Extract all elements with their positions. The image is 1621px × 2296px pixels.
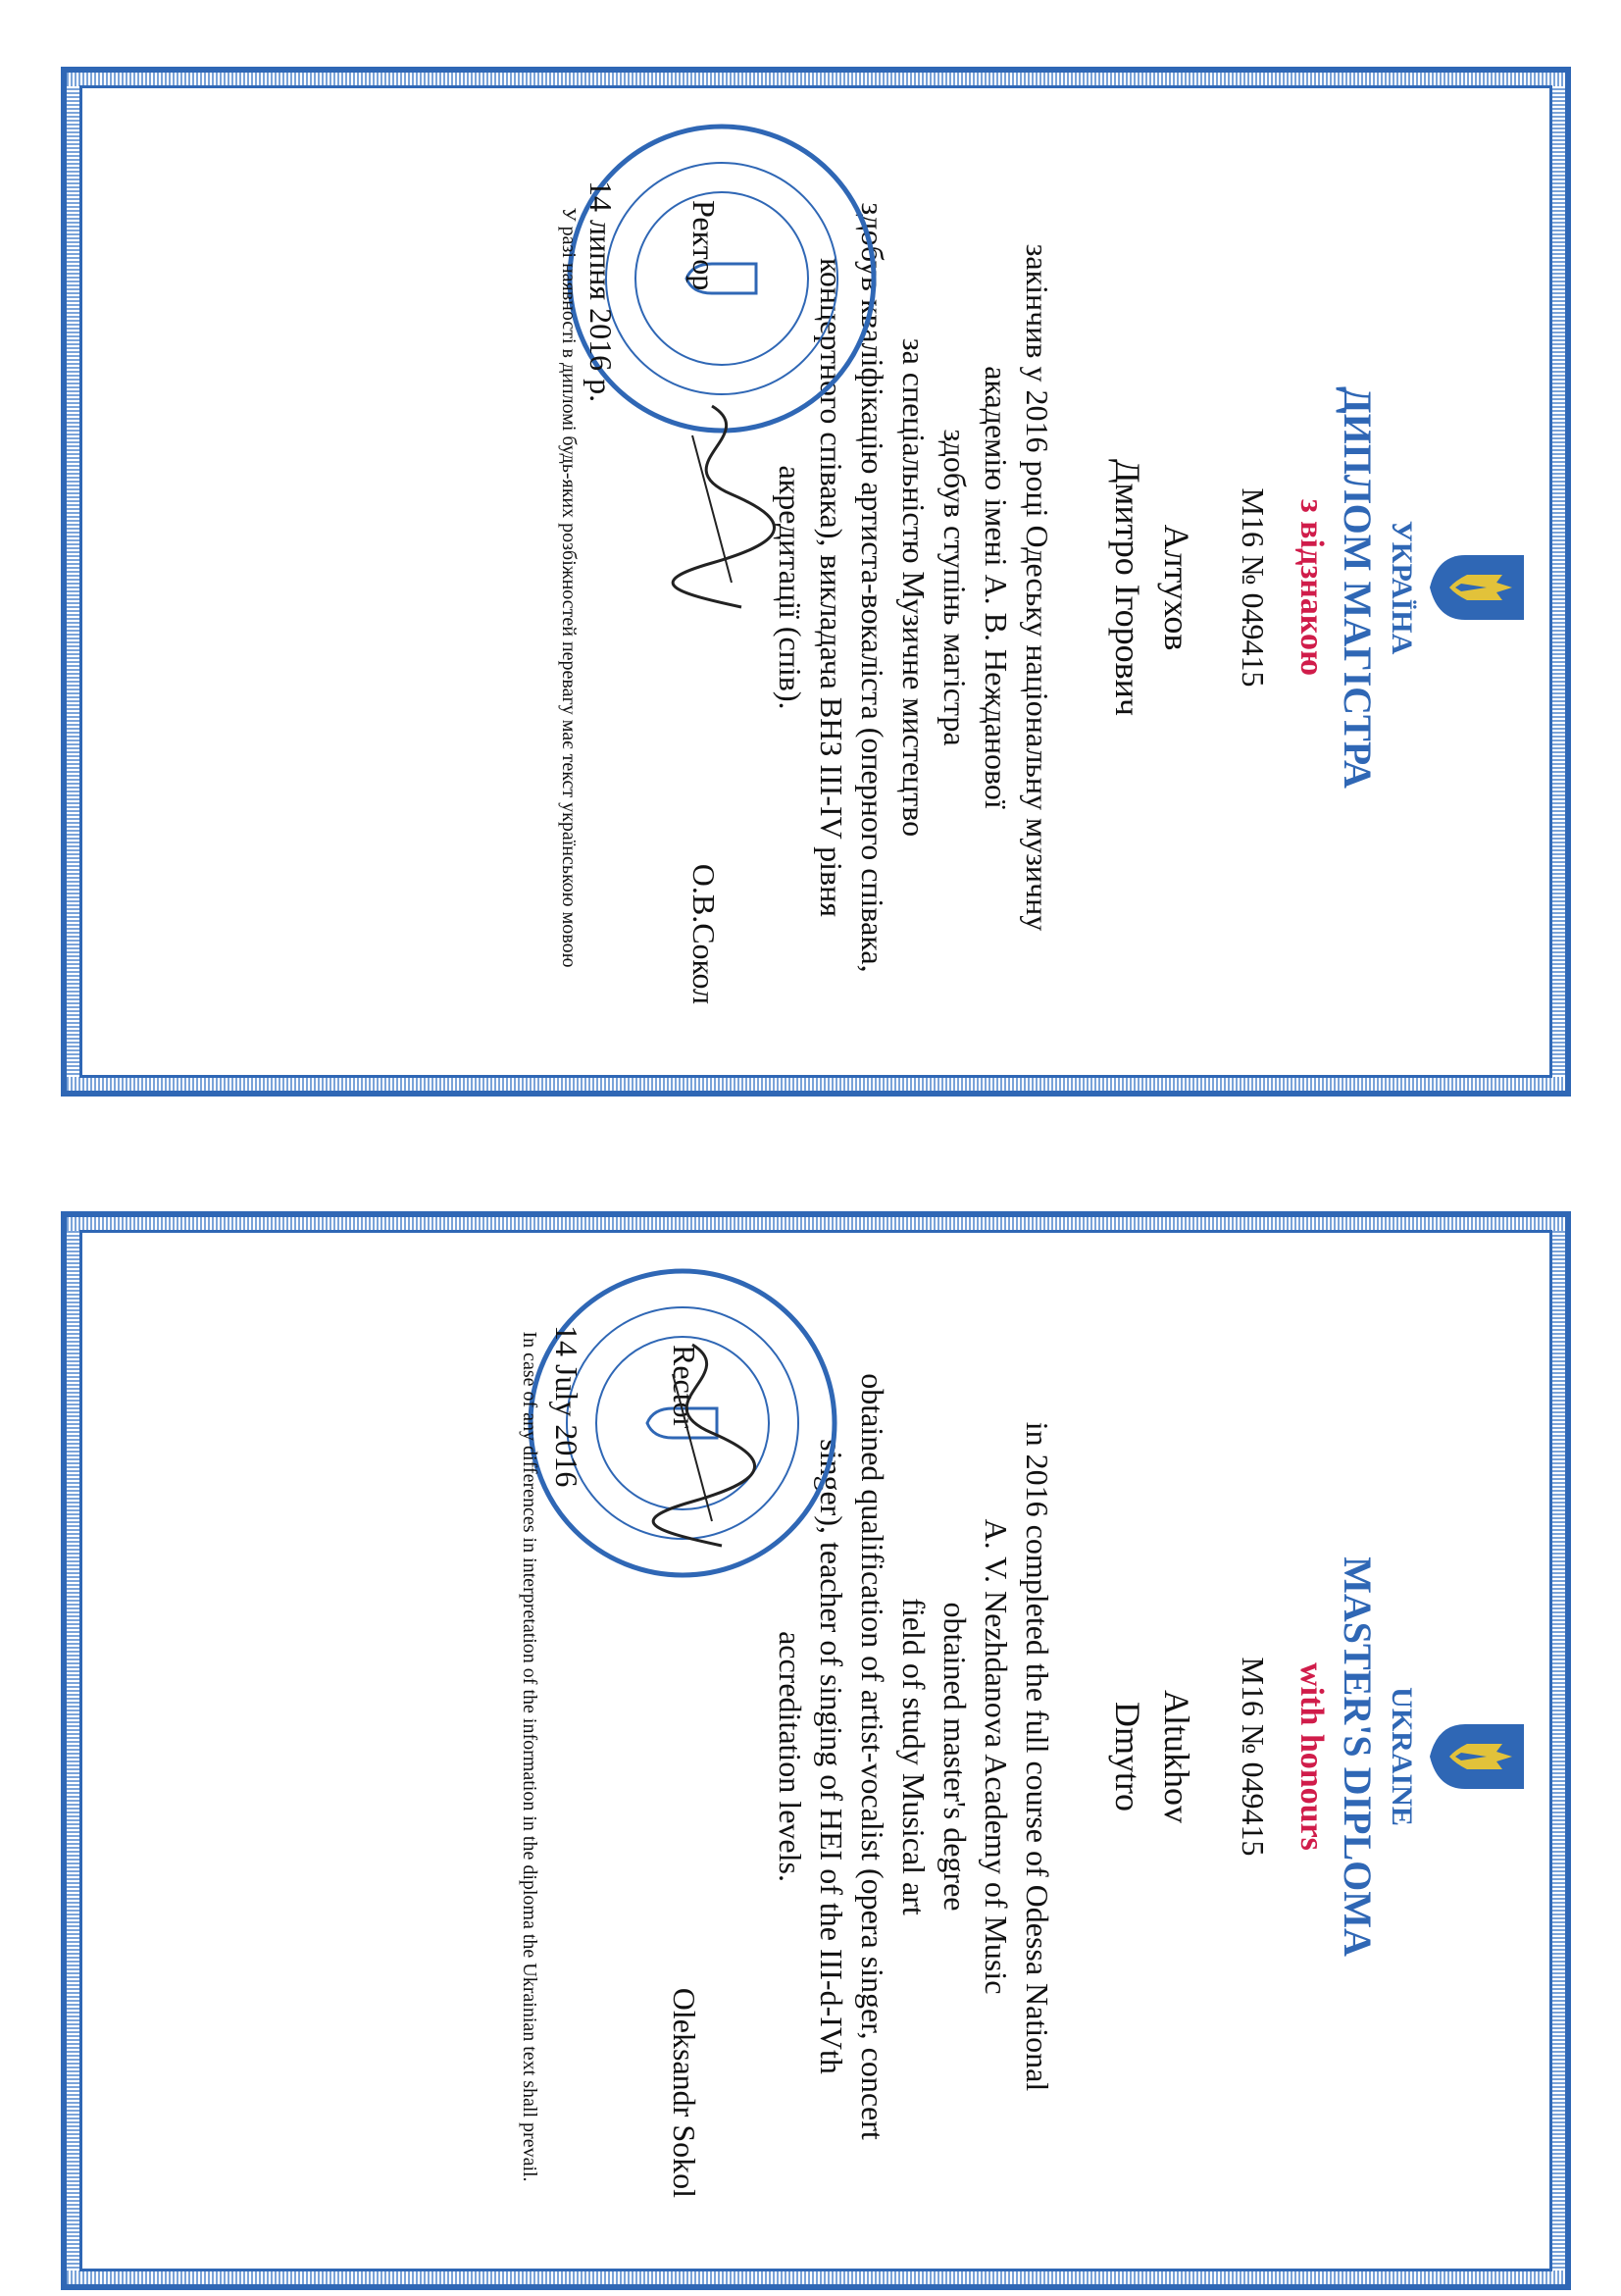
body-line: in 2016 completed the full course of Odessa National bbox=[1020, 1421, 1055, 2092]
body-line: accreditation levels. bbox=[773, 1631, 808, 1882]
rector-label: Ректор bbox=[686, 200, 722, 291]
country-label: УКРАЇНА bbox=[1386, 520, 1418, 655]
ukrainian-diploma-panel bbox=[61, 67, 1571, 1097]
body-line: академію імені А. В. Нежданової bbox=[979, 366, 1014, 809]
body-line: акредитації (спів). bbox=[773, 465, 808, 710]
holder-given-name: Дмитро Ігорович bbox=[1108, 458, 1147, 716]
diploma-title: ДИПЛОМ МАГІСТРА bbox=[1336, 386, 1380, 789]
diploma-title: MASTER'S DIPLOMA bbox=[1336, 1556, 1380, 1957]
holder-given-name: Dmytro bbox=[1108, 1702, 1147, 1811]
issue-date: 14 July 2016 bbox=[549, 1325, 584, 1488]
rector-name: О.В.Сокол bbox=[686, 863, 722, 1004]
body-line: obtained master's degree bbox=[937, 1602, 973, 1912]
coat-of-arms-icon bbox=[1428, 1722, 1526, 1791]
rector-label: Rector bbox=[667, 1345, 702, 1429]
honours-label: з відзнакою bbox=[1293, 499, 1330, 676]
ukrainian-diploma-content bbox=[55, 73, 1565, 1102]
country-label: UKRAINE bbox=[1386, 1687, 1418, 1826]
diploma-number: М16 № 049415 bbox=[1236, 487, 1271, 688]
body-line: obtained qualification of artist-vocalist (opera singer, concert bbox=[855, 1373, 890, 2140]
english-diploma-content bbox=[55, 1217, 1565, 2296]
rector-signature bbox=[624, 1335, 781, 1551]
honours-label: with honours bbox=[1293, 1662, 1330, 1851]
body-line: singer), teacher of singing of HEI of the III-d-IVth bbox=[814, 1439, 849, 2074]
body-line: концертного співака), викладача ВНЗ ІІІ-ІV рівня bbox=[814, 257, 849, 917]
body-line: за спеціальністю Музичне мистецтво bbox=[896, 337, 932, 838]
body-line: здобув кваліфікацію артиста-вокаліста (оперного співака, bbox=[855, 202, 890, 973]
body-line: A. V. Nezhdanova Academy of Music bbox=[979, 1518, 1014, 1995]
rector-signature bbox=[643, 396, 800, 612]
holder-surname: Altukhov bbox=[1157, 1689, 1196, 1823]
body-line: закінчив у 2016 році Одеську національну музичну bbox=[1020, 243, 1055, 932]
coat-of-arms-icon bbox=[1428, 553, 1526, 622]
holder-surname: Алтухов bbox=[1157, 524, 1196, 651]
language-note: У разі наявності в дипломі будь-яких розбіжностей перевагу має текст українською мовою bbox=[558, 207, 580, 968]
issue-date: 14 липня 2016 р. bbox=[583, 180, 619, 403]
language-note: In case of any differences in interpretation of the information in the diploma the Ukrainian text shall prevail. bbox=[519, 1331, 540, 2182]
body-line: здобув ступінь магістра bbox=[937, 429, 973, 746]
body-line: field of study Musical art bbox=[896, 1598, 932, 1915]
rector-name: Oleksandr Sokol bbox=[667, 1987, 702, 2198]
english-diploma-panel bbox=[61, 1211, 1571, 2290]
diploma-number: M16 № 049415 bbox=[1236, 1657, 1271, 1857]
